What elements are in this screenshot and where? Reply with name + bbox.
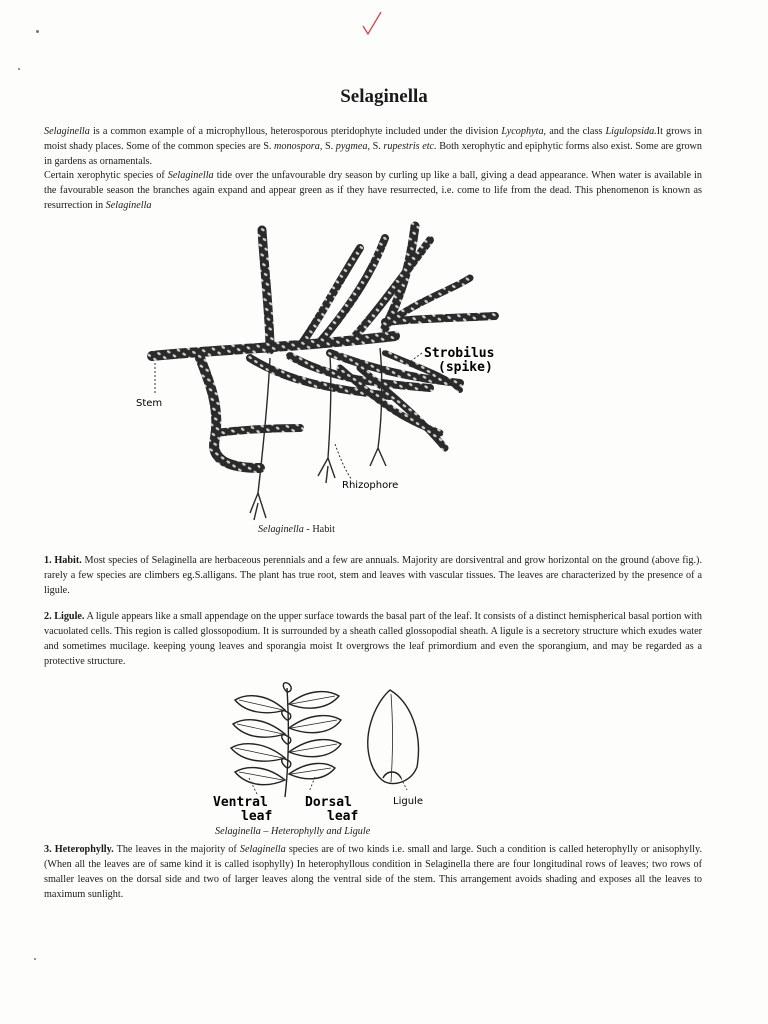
figure2-caption: Selaginella – Heterophylly and Ligule	[215, 826, 371, 837]
heterophylly-paragraph: 3. Heterophylly. The leaves in the majority of Selaginella species are of two kinds i.e. small and large. Such a condition is called heterophylly or anisophylly. (When all the leaves are of same kind it is called isophylly) In heterophyllous condition in Selaginella there are four longitudinal rows of leaves; two rows of smaller leaves on the dorsal side and two of larger leaves along the ventral side of the stem. This arrangement avoids shading and exposes all the leaves to maximum sunlight.	[44, 844, 702, 900]
ligule-label: Ligule	[393, 796, 423, 807]
ventral-leaf-label: Ventral	[213, 795, 268, 810]
scan-speck	[18, 68, 20, 70]
rhizophore-label: Rhizophore	[342, 480, 399, 491]
dorsal-leaf-label: Dorsal	[305, 795, 352, 810]
intro-paragraph: Selaginella is a common example of a microphyllous, heterosporous pteridophyte included under the division Lycophyta, and the class Ligulopsida.It grows in moist shady places. Some of the common species are S. monospora, S. pygmea, S. rupestris etc. Both xerophytic and epiphytic forms also exist. Some are grown in gardens as ornamentals.	[44, 126, 703, 167]
habit-paragraph: 1. Habit. Most species of Selaginella are herbaceous perennials and a few are annuals. Majority are dorsiventral and grow horizontal on the ground (above fig.). rarely a few species are climbers eg.S.alligans. The plant has true root, stem and leaves with vascular tissues. The leaves are characterized by the presence of a ligule.	[44, 555, 702, 596]
scan-speck	[36, 30, 39, 33]
scan-speck	[34, 958, 36, 960]
ventral-leaf-label-2: leaf	[241, 809, 273, 824]
check-mark-icon	[360, 10, 384, 38]
strobilus-label: Strobilus	[424, 346, 495, 361]
page-title: Selaginella	[340, 86, 428, 107]
habit-illustration	[130, 218, 550, 523]
heterophylly-figure	[205, 682, 455, 824]
resurrection-paragraph: Certain xerophytic species of Selaginella tide over the unfavourable dry season by curling up like a ball, giving a dead appearance. When water is available in the favourable season the branches again expand and appear green as if they have resurrected, i.e. come to life from the dead. This phenomenon is known as resurrection in Selaginella	[44, 170, 702, 211]
ligule-paragraph: 2. Ligule. A ligule appears like a small appendage on the upper surface towards the basal part of the leaf. It consists of a distinct hemispherical basal portion with vacuolated cells. This region is called glossopodium. It is surrounded by a sheath called glossopodial sheath. A ligule is a secretory structure which exudes water and sometimes mucilage. keeping young leaves and sporangia moist It overgrows the leaf primordium and even the sporangium, and may be regarded as a protective structure.	[44, 611, 702, 667]
spike-label: (spike)	[438, 360, 493, 375]
figure1-caption: Selaginella - Habit	[258, 524, 335, 535]
heterophylly-illustration	[205, 682, 455, 824]
dorsal-leaf-label-2: leaf	[327, 809, 359, 824]
stem-label: Stem	[136, 398, 163, 409]
selaginella-habit-figure	[130, 218, 550, 523]
